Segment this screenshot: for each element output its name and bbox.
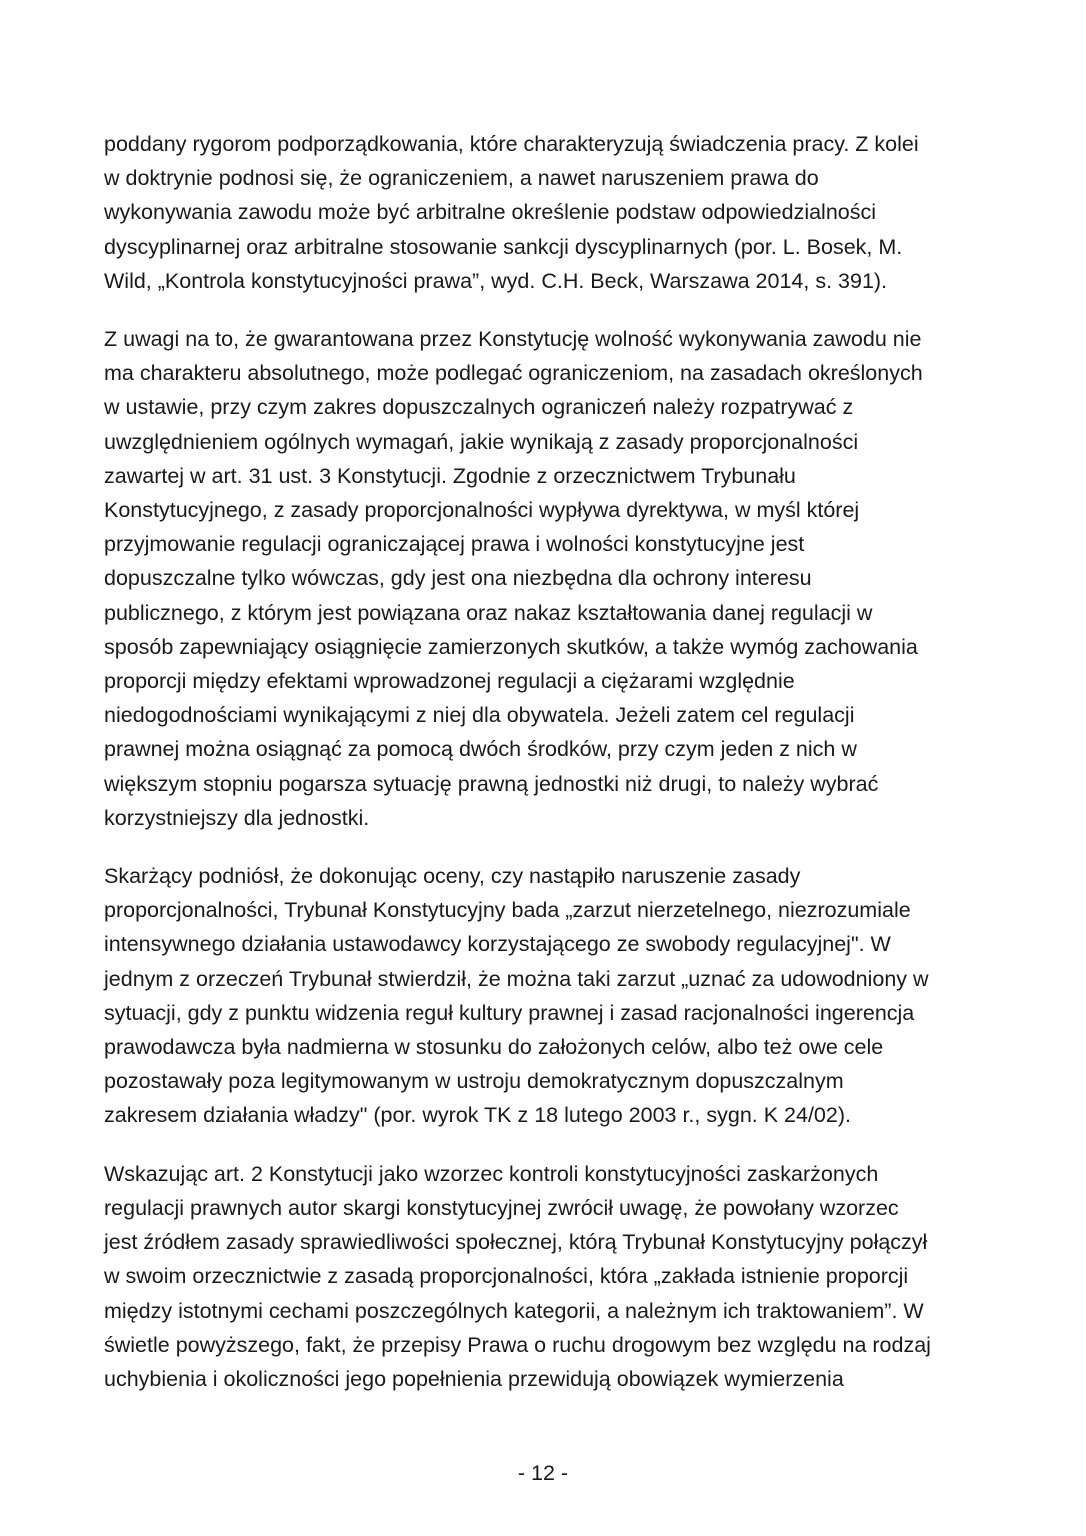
text-line: pozostawały poza legitymowanym w ustroju demokratycznym dopuszczalnym <box>104 1069 844 1094</box>
page-number: - 12 - <box>517 1461 569 1485</box>
text-line: w ustawie, przy czym zakres dopuszczalnych ograniczeń należy rozpatrywać z <box>104 395 854 420</box>
text-line: korzystniejszy dla jednostki. <box>104 805 370 830</box>
text-line: zakresem działania władzy" (por. wyrok TK z 18 lutego 2003 r., sygn. K 24/02). <box>104 1103 851 1128</box>
text-line: jednym z orzeczeń Trybunał stwierdził, że można taki zarzut „uznać za udowodniony w <box>104 966 929 991</box>
text-line: wykonywania zawodu może być arbitralne określenie podstaw odpowiedzialności <box>104 200 877 225</box>
text-line: dopuszczalne tylko wówczas, gdy jest ona niezbędna dla ochrony interesu <box>104 566 812 591</box>
text-line: uchybienia i okoliczności jego popełnienia przewidują obowiązek wymierzenia <box>104 1366 844 1391</box>
text-line: Wild, „Kontrola konstytucyjności prawa”, wyd. C.H. Beck, Warszawa 2014, s. 391). <box>104 268 888 293</box>
text-line: między istotnymi cechami poszczególnych kategorii, a należnym ich traktowaniem”. W <box>104 1298 924 1323</box>
text-line: w doktrynie podnosi się, że ograniczeniem, a nawet naruszeniem prawa do <box>104 166 819 191</box>
document-body <box>104 127 984 1420</box>
text-line: prawnej można osiągnąć za pomocą dwóch środków, przy czym jeden z nich w <box>104 737 857 762</box>
paragraph <box>104 859 984 1133</box>
paragraph <box>104 322 984 835</box>
text-line: proporcji między efektami wprowadzonej regulacji a ciężarami względnie <box>104 669 795 694</box>
text-line: publicznego, z którym jest powiązana oraz nakaz kształtowania danej regulacji w <box>104 600 873 625</box>
paragraph <box>104 1157 984 1396</box>
text-line: dyscyplinarnej oraz arbitralne stosowanie sankcji dyscyplinarnych (por. L. Bosek, M. <box>104 234 903 259</box>
text-line: niedogodnościami wynikającymi z niej dla obywatela. Jeżeli zatem cel regulacji <box>104 703 855 728</box>
text-line: większym stopniu pogarsza sytuację prawną jednostki niż drugi, to należy wybrać <box>104 771 879 796</box>
text-line: świetle powyższego, fakt, że przepisy Prawa o ruchu drogowym bez względu na rodzaj <box>104 1332 931 1357</box>
text-line: ma charakteru absolutnego, może podlegać ograniczeniom, na zasadach określonych <box>104 361 923 386</box>
text-line: sytuacji, gdy z punktu widzenia reguł kultury prawnej i zasad racjonalności ingerencja <box>104 1000 915 1025</box>
text-line: prawodawcza była nadmierna w stosunku do założonych celów, albo też owe cele <box>104 1035 884 1060</box>
text-line: Skarżący podniósł, że dokonując oceny, czy nastąpiło naruszenie zasady <box>104 864 801 889</box>
paragraph <box>104 127 984 298</box>
text-line: intensywnego działania ustawodawcy korzystającego ze swobody regulacyjnej". W <box>104 932 891 957</box>
text-line: uwzględnieniem ogólnych wymagań, jakie wynikają z zasady proporcjonalności <box>104 429 859 454</box>
text-line: zawartej w art. 31 ust. 3 Konstytucji. Zgodnie z orzecznictwem Trybunału <box>104 463 796 488</box>
text-line: regulacji prawnych autor skargi konstytucyjnej zwrócił uwagę, że powołany wzorzec <box>104 1195 899 1220</box>
text-line: Z uwagi na to, że gwarantowana przez Konstytucję wolność wykonywania zawodu nie <box>104 327 922 352</box>
text-line: przyjmowanie regulacji ograniczającej prawa i wolności konstytucyjne jest <box>104 532 805 557</box>
text-line: proporcjonalności, Trybunał Konstytucyjny bada „zarzut nierzetelnego, niezrozumiale <box>104 898 911 923</box>
text-line: Wskazując art. 2 Konstytucji jako wzorzec kontroli konstytucyjności zaskarżonych <box>104 1161 879 1186</box>
text-line: poddany rygorom podporządkowania, które charakteryzują świadczenia pracy. Z kolei <box>104 132 919 156</box>
text-line: w swoim orzecznictwie z zasadą proporcjonalności, która „zakłada istnienie proporcji <box>104 1264 909 1289</box>
text-line: Konstytucyjnego, z zasady proporcjonalności wypływa dyrektywa, w myśl której <box>104 498 860 523</box>
text-line: jest źródłem zasady sprawiedliwości społecznej, którą Trybunał Konstytucyjny połączył <box>104 1230 928 1255</box>
text-line: sposób zapewniający osiągnięcie zamierzonych skutków, a także wymóg zachowania <box>104 634 918 659</box>
